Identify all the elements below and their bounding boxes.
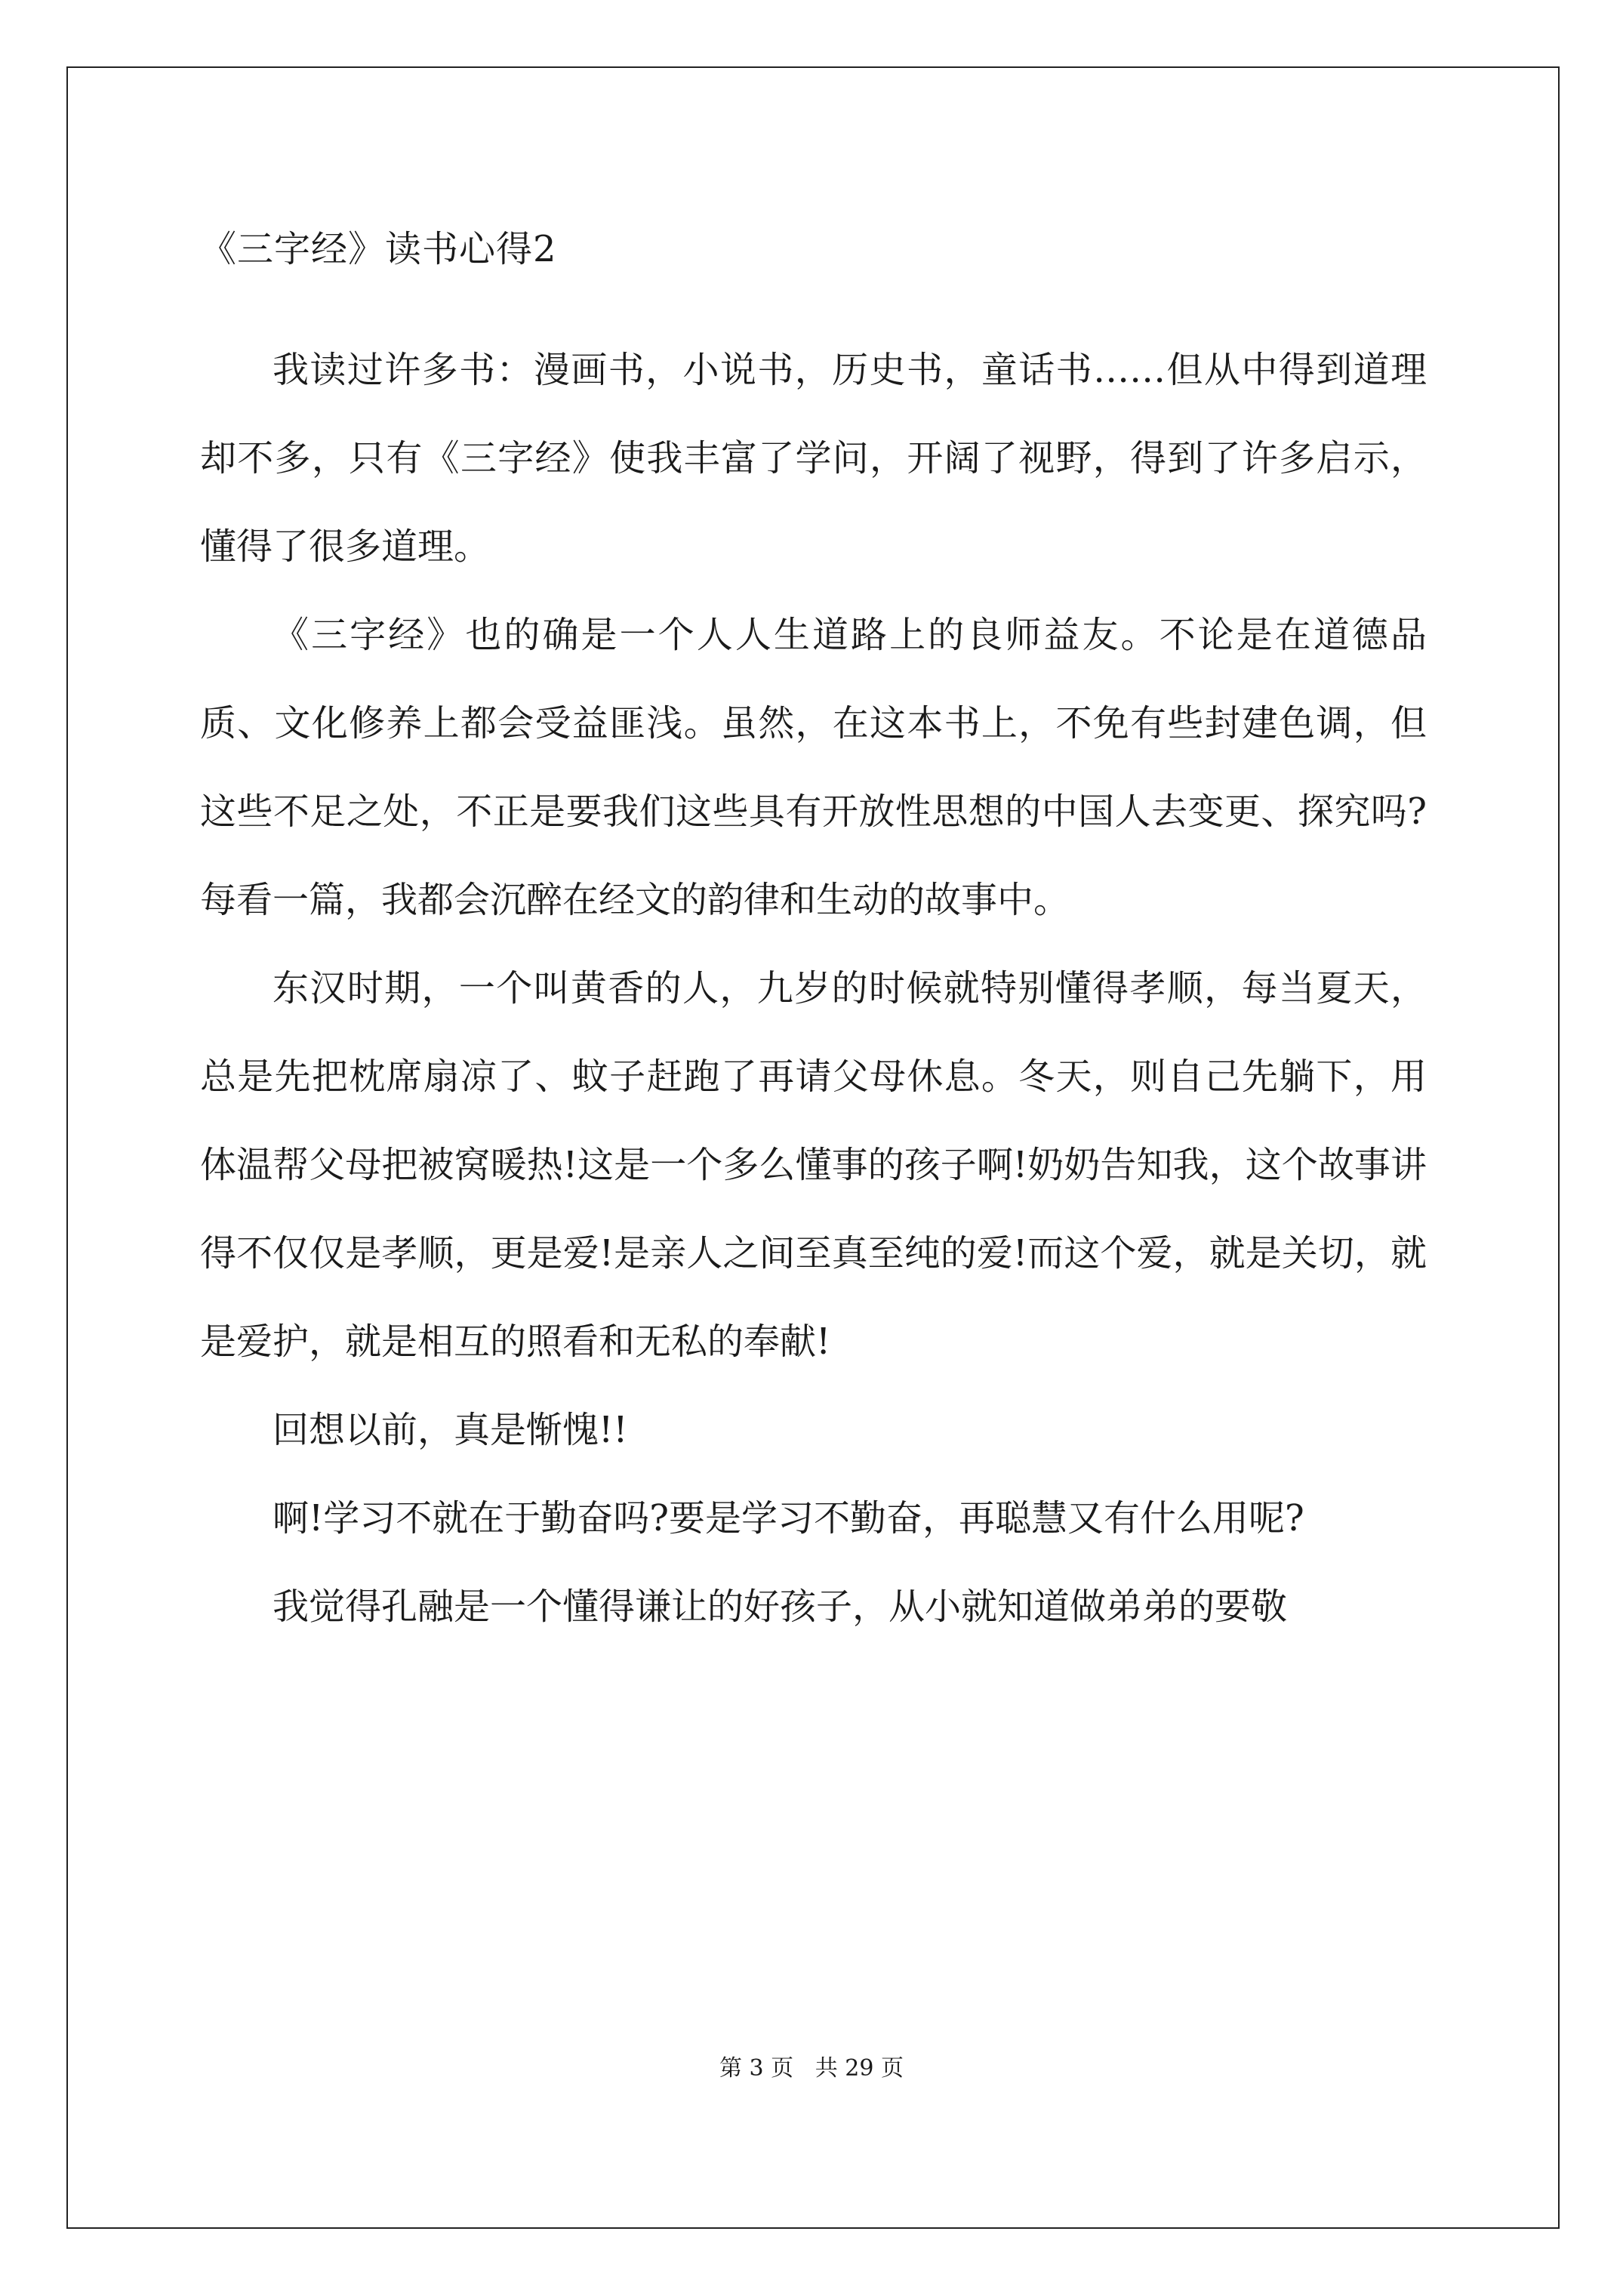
paragraph: 我读过许多书：漫画书，小说书，历史书，童话书……但从中得到道理却不多，只有《三字经》使我丰富了学问，开阔了视野，得到了许多启示，懂得了很多道理。 bbox=[200, 349, 1427, 568]
paragraph: 我觉得孔融是一个懂得谦让的好孩子，从小就知道做弟弟的要敬 bbox=[273, 1586, 1288, 1628]
paragraph: 《三字经》也的确是一个人人生道路上的良师益友。不论是在道德品质、文化修养上都会受益匪浅。虽然，在这本书上，不免有些封建色调，但这些不足之处，不正是要我们这些具有开放性思想的中国人去变更、探究吗?每看一篇，我都会沉醉在经文的韵律和生动的故事中。 bbox=[200, 614, 1427, 921]
paragraph: 东汉时期，一个叫黄香的人，九岁的时候就特别懂得孝顺，每当夏天，总是先把枕席扇凉了、蚊子赶跑了再请父母休息。冬天，则自己先躺下，用体温帮父母把被窝暖热!这是一个多么懂事的孩子啊!奶奶告知我，这个故事讲得不仅仅是孝顺，更是爱!是亲人之间至真至纯的爱!而这个爱，就是关切，就是爱护，就是相互的照看和无私的奉献! bbox=[200, 967, 1427, 1363]
document-body bbox=[200, 326, 1427, 1651]
paragraph: 回想以前，真是惭愧!! bbox=[273, 1409, 628, 1451]
document-title: 《三字经》读书心得2 bbox=[200, 228, 557, 270]
page-number-footer: 第 3 页 共 29 页 bbox=[719, 2055, 904, 2082]
paragraph: 啊!学习不就在于勤奋吗?要是学习不勤奋，再聪慧又有什么用呢? bbox=[273, 1497, 1304, 1539]
